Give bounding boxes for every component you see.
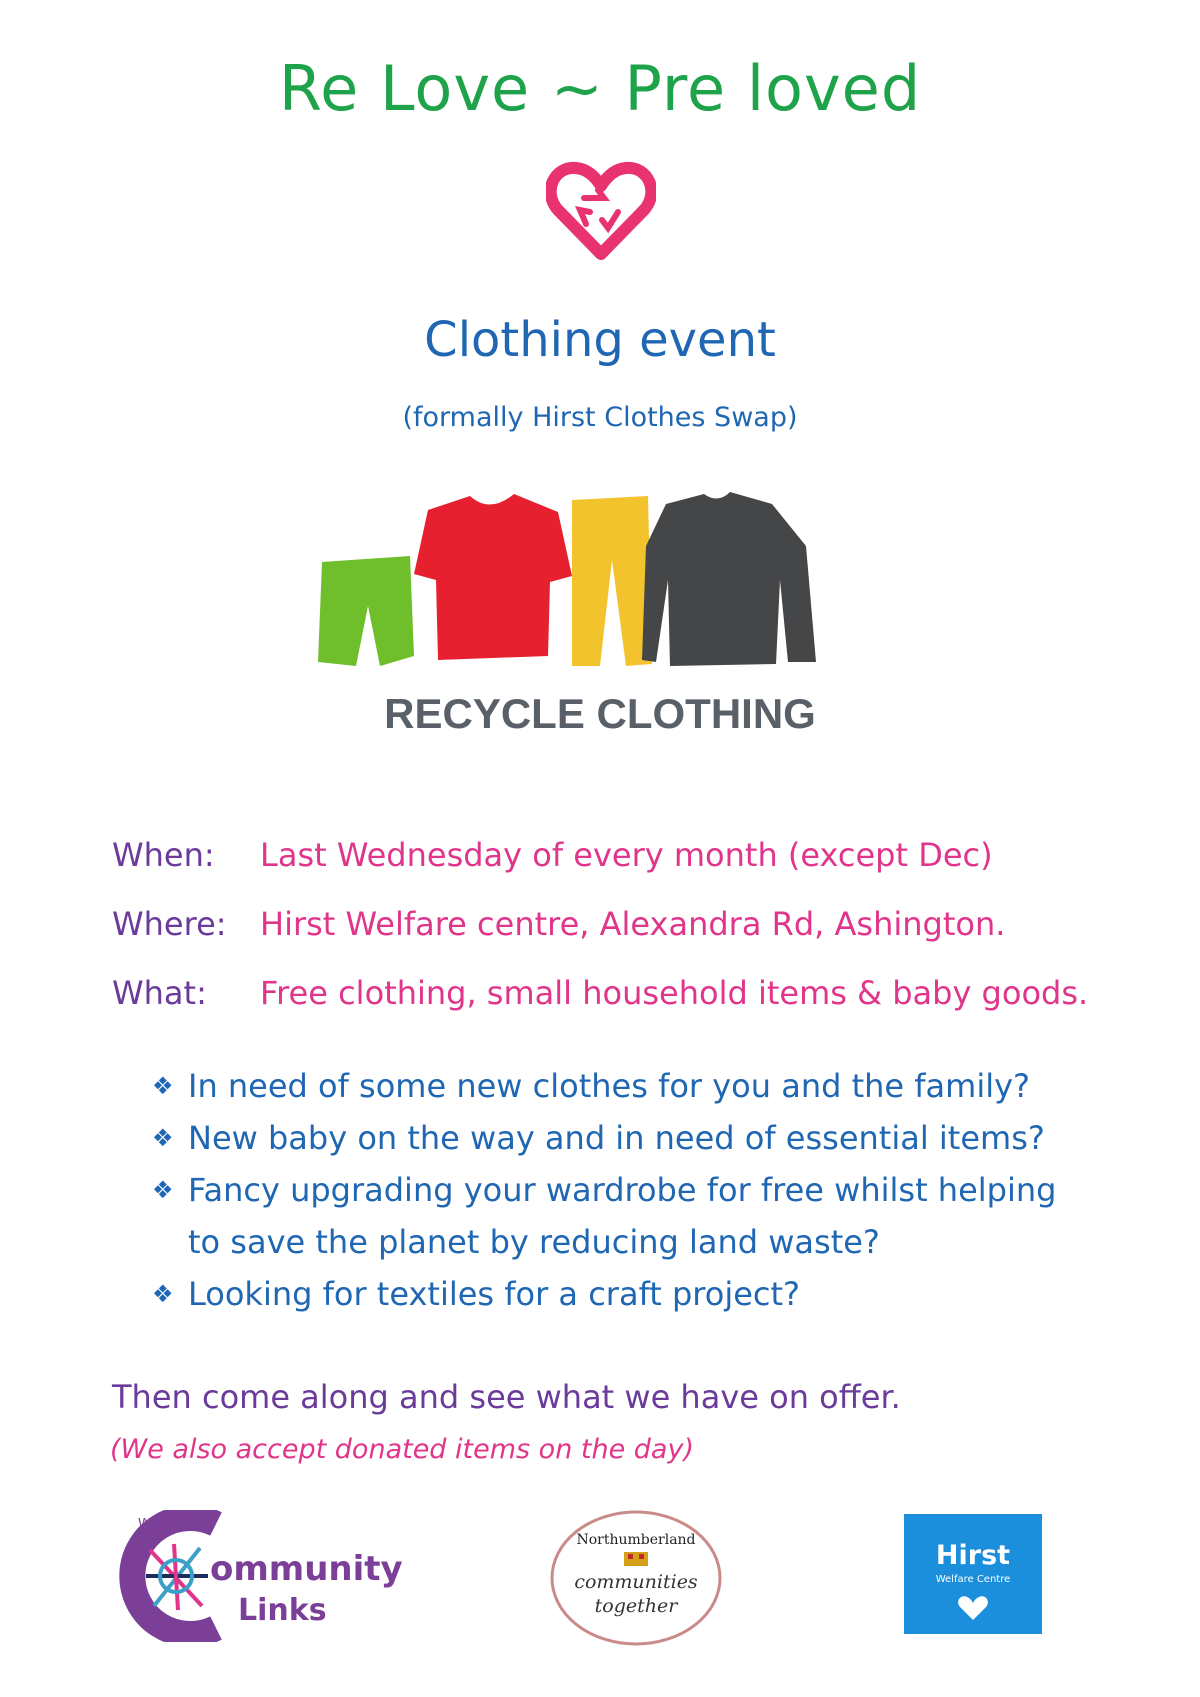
diamond-bullet-icon: ❖ [152,1176,174,1204]
detail-label: What: [112,974,207,1012]
detail-value: Free clothing, small household items & baby goods. [260,974,1089,1012]
detail-value: Hirst Welfare centre, Alexandra Rd, Ashington. [260,905,1006,943]
diamond-bullet-icon: ❖ [152,1280,174,1308]
list-item: ❖ Looking for textiles for a craft project? [152,1268,1102,1320]
recycle-clothing-logo [310,480,890,750]
diamond-bullet-icon: ❖ [152,1124,174,1152]
detail-label: Where: [112,905,227,943]
detail-value: Last Wednesday of every month (except Dec) [260,836,993,874]
diamond-bullet-icon: ❖ [152,1072,174,1100]
svg-text:together: together [594,1595,678,1617]
svg-text:communities: communities [574,1571,698,1593]
event-note: (formally Hirst Clothes Swap) [402,402,798,433]
event-subtitle: Clothing event [424,312,776,368]
jumper-icon [642,492,816,666]
detail-where [112,905,1005,943]
svg-text:ommunity: ommunity [210,1549,403,1589]
hirst-logo-sub: Welfare Centre [935,1574,1011,1585]
shorts-icon [318,556,414,666]
trousers-icon [572,496,652,666]
bullet-list [152,1060,1102,1320]
detail-label: When: [112,836,215,874]
community-links-logo [116,1510,416,1642]
northumberland-communities-logo [548,1508,724,1648]
poster-title: Re Love ~ Pre loved [278,52,922,125]
svg-text:Wansbeck: Wansbeck [138,1517,204,1532]
tshirt-icon [414,494,572,660]
closing-note: (We also accept donated items on the day) [110,1434,694,1465]
hirst-logo-name: Hirst [935,1540,1011,1571]
list-item: ❖ Fancy upgrading your wardrobe for free whilst helping [152,1164,1102,1216]
hirst-welfare-logo [904,1514,1042,1634]
detail-when [112,836,993,874]
list-item: ❖ In need of some new clothes for you and the family? [152,1060,1102,1112]
list-item: to save the planet by reducing land waste? [188,1223,880,1261]
closing-text: Then come along and see what we have on offer. [112,1378,901,1416]
svg-text:Northumberland: Northumberland [576,1532,696,1548]
svg-text:Links: Links [238,1593,327,1628]
clothes-logo-text: RECYCLE CLOTHING [384,690,816,737]
detail-what [112,974,1088,1012]
list-item: ❖ New baby on the way and in need of essential items? [152,1112,1102,1164]
recycle-heart-icon [546,158,656,262]
heart-icon [957,1594,989,1622]
